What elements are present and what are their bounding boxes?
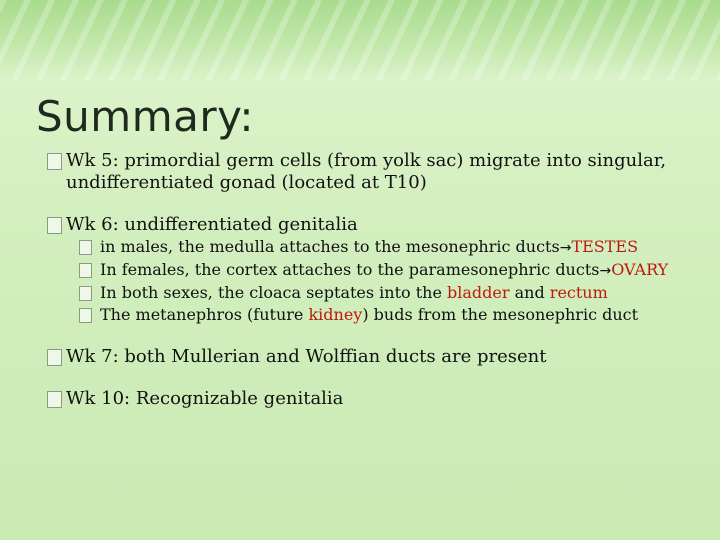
ovary-label: OVARY: [611, 260, 669, 279]
sub-bullet-both-sexes: [44, 282, 694, 304]
slide-body: [44, 150, 694, 410]
kidney-label: kidney: [308, 305, 363, 324]
sub-bullet-females: [44, 259, 694, 282]
sub-bullet-males: [44, 236, 694, 259]
sub-bullet-males-text: in males, the medulla attaches to the mesonephric ducts: [100, 237, 560, 256]
square-bullet-icon: [79, 308, 92, 323]
and-text: and: [509, 283, 550, 302]
square-bullet-icon: [47, 153, 62, 170]
bullet-week-6-text: Wk 6: undifferentiated genitalia: [66, 214, 358, 235]
sub-bullet-females-text: In females, the cortex attaches to the paramesonephric ducts: [100, 260, 600, 279]
bullet-week-5: [44, 150, 694, 194]
square-bullet-icon: [79, 263, 92, 278]
testes-label: TESTES: [571, 237, 639, 256]
square-bullet-icon: [79, 286, 92, 301]
sub-bullet-metanephros-text-end: ) buds from the mesonephric duct: [362, 305, 639, 324]
bullet-week-6: [44, 214, 694, 236]
bullet-week-10-text: Wk 10: Recognizable genitalia: [66, 388, 344, 409]
square-bullet-icon: [47, 217, 62, 234]
rectum-label: rectum: [549, 283, 608, 302]
decorative-header-band: [0, 0, 720, 80]
bullet-week-7-text: Wk 7: both Mullerian and Wolffian ducts are present: [66, 346, 547, 367]
bladder-label: bladder: [447, 283, 510, 302]
square-bullet-icon: [47, 391, 62, 408]
square-bullet-icon: [79, 240, 92, 255]
bullet-week-5-text: Wk 5: primordial germ cells (from yolk sac) migrate into singular, undifferentiated gonad (located at T10): [66, 150, 667, 193]
sub-bullet-both-sexes-text: In both sexes, the cloaca septates into the: [100, 283, 448, 302]
right-arrow-icon: →: [559, 240, 572, 256]
square-bullet-icon: [47, 349, 62, 366]
sub-bullet-metanephros: [44, 304, 694, 326]
right-arrow-icon: →: [599, 263, 612, 279]
sub-bullet-metanephros-text-start: The metanephros (future: [100, 305, 309, 324]
bullet-week-10: [44, 388, 694, 410]
slide-title: Summary:: [36, 92, 255, 141]
bullet-week-7: [44, 346, 694, 368]
